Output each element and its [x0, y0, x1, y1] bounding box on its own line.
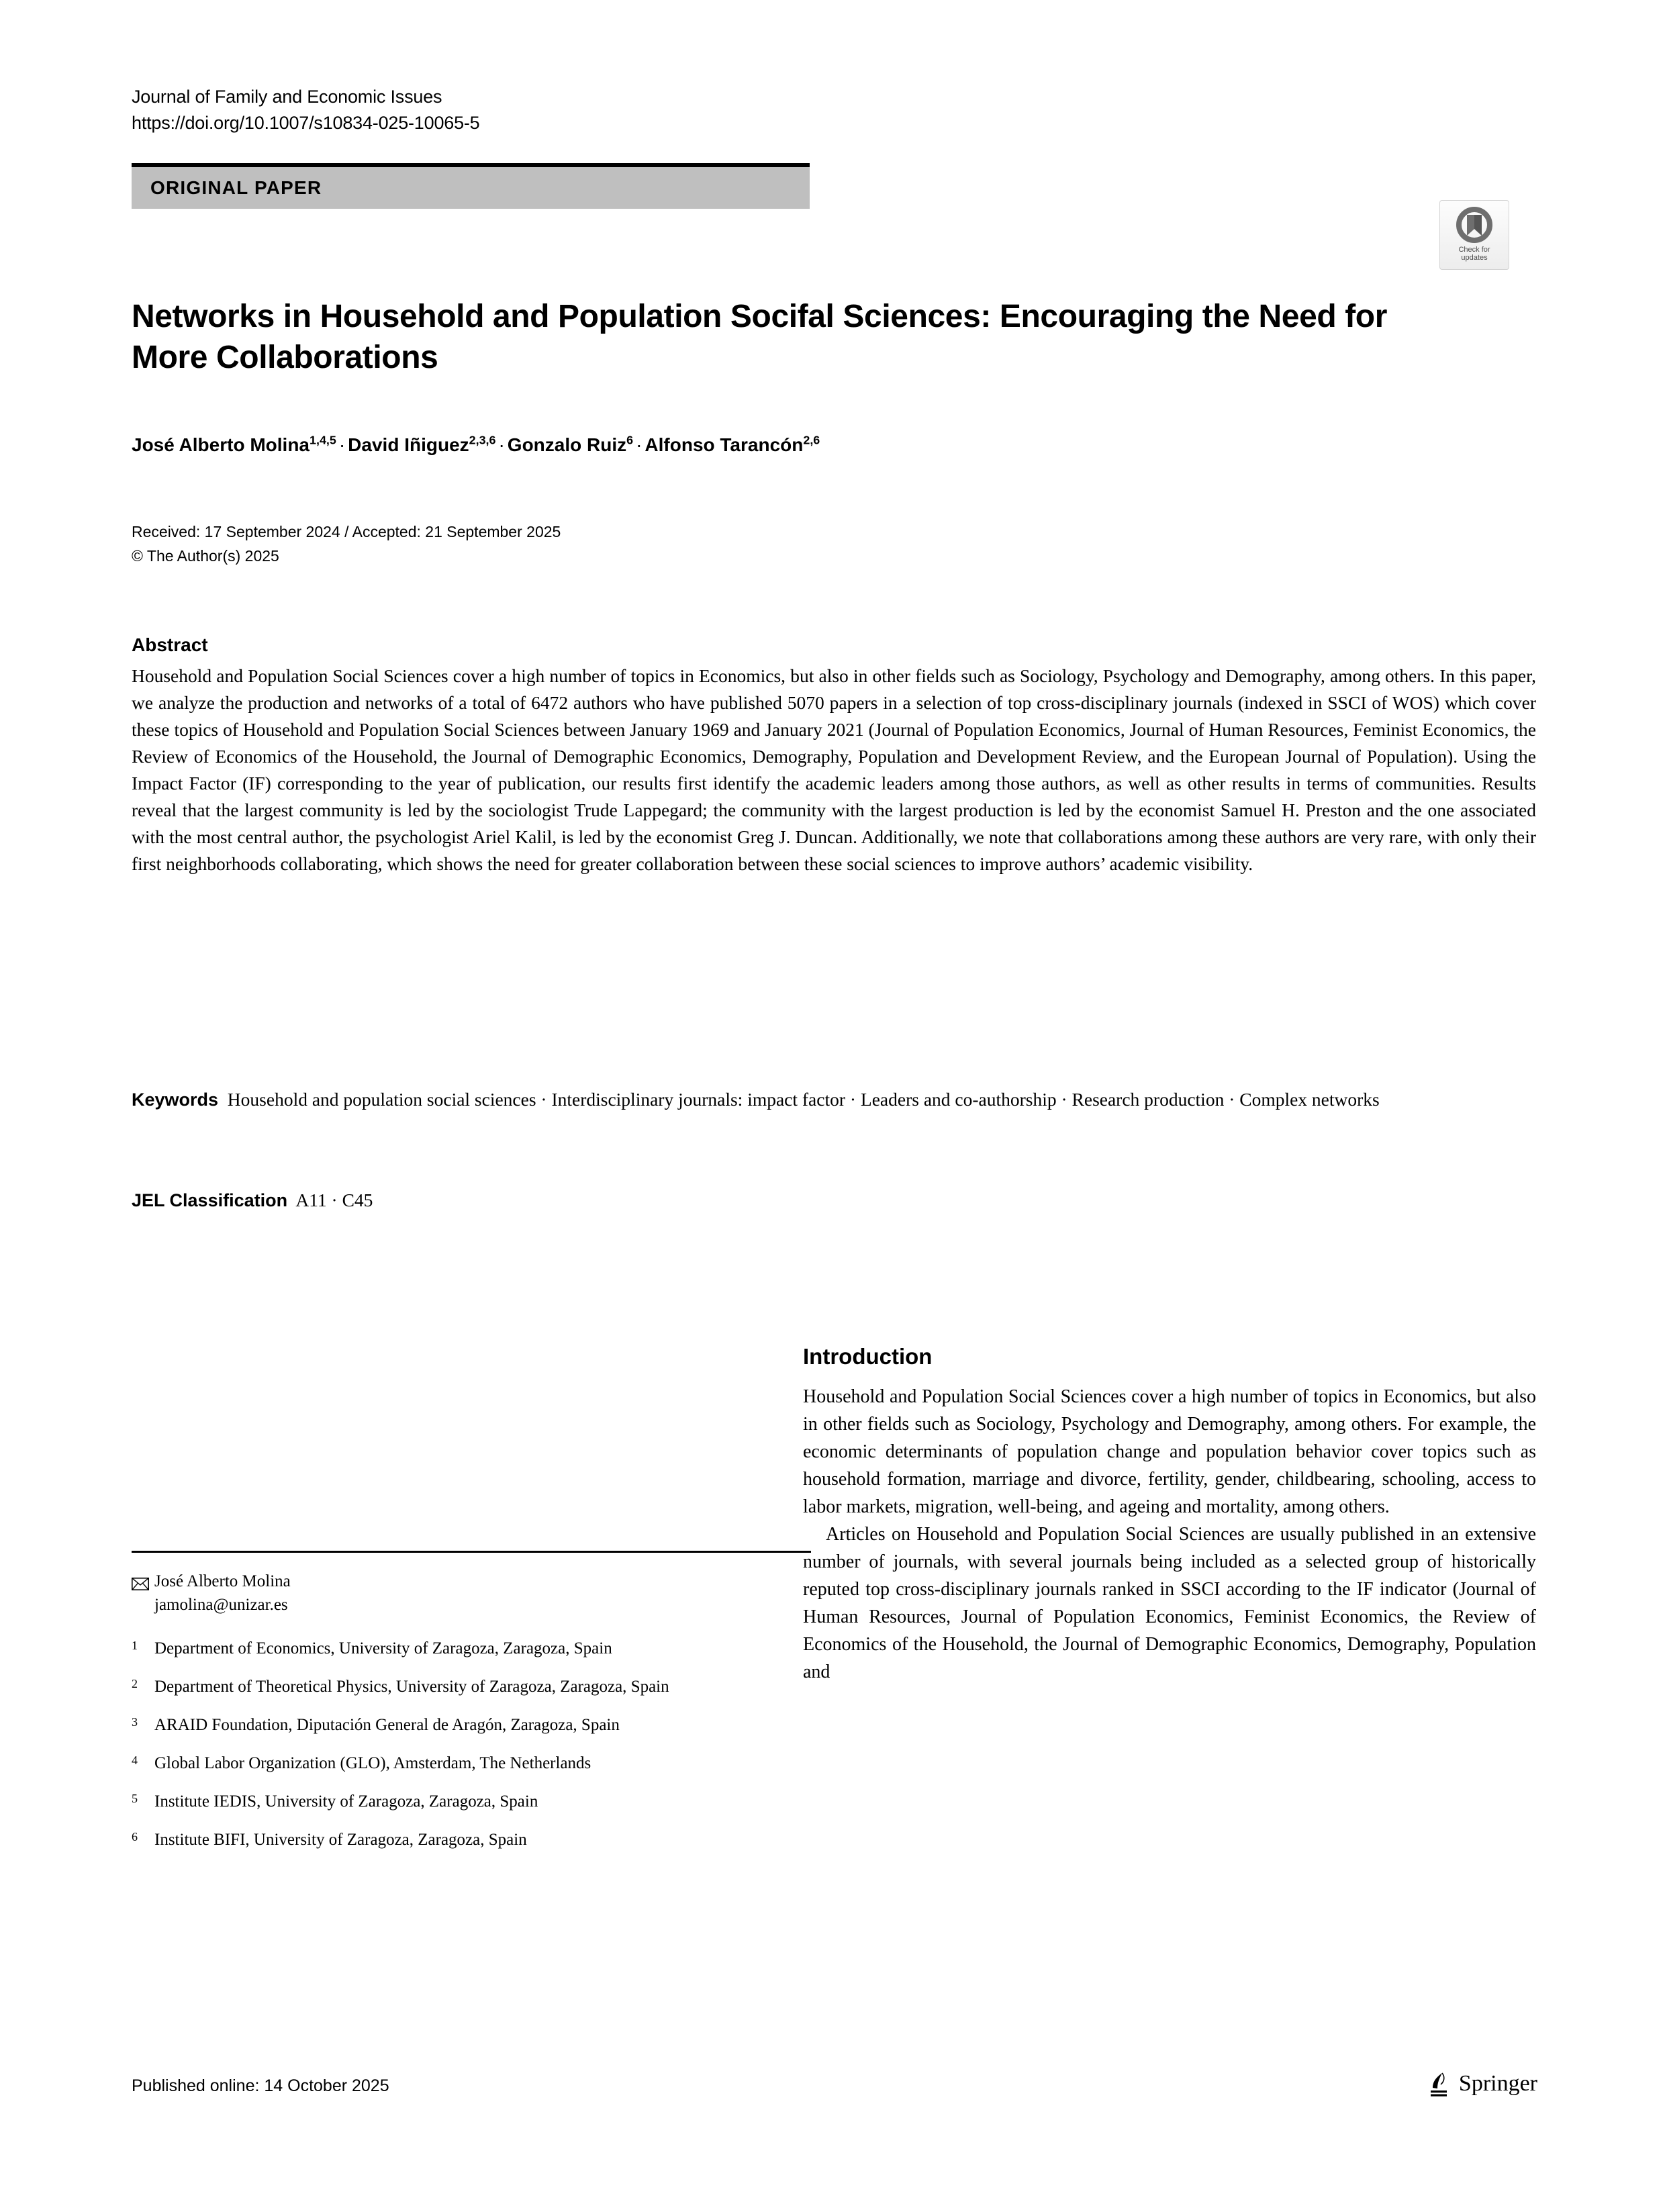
author-name: Alfonso Tarancón — [645, 434, 804, 455]
page-title: Networks in Household and Population Socifal Sciences: Encouraging the Need for More Collaborations — [132, 299, 1388, 375]
affiliation-item — [132, 1637, 811, 1660]
affiliation-item — [132, 1751, 811, 1775]
affiliation-text: Institute IEDIS, University of Zaragoza, Zaragoza, Spain — [154, 1792, 538, 1811]
article-type-label: ORIGINAL PAPER — [150, 177, 322, 198]
affiliation-text: Department of Economics, University of Zaragoza, Zaragoza, Spain — [154, 1639, 612, 1657]
affiliation-item — [132, 1790, 811, 1813]
affiliation-text: ARAID Foundation, Diputación General de Aragón, Zaragoza, Spain — [154, 1716, 620, 1734]
introduction-heading: Introduction — [803, 1344, 933, 1369]
article-type-banner — [132, 167, 810, 209]
author-separator: · — [636, 434, 643, 455]
author-list — [132, 432, 1447, 458]
author-name: David Iñiguez — [348, 434, 469, 455]
author-name: Gonzalo Ruiz — [507, 434, 627, 455]
springer-logo-icon — [1429, 2070, 1452, 2097]
publication-dates — [132, 520, 561, 568]
publisher-logo — [1429, 2070, 1537, 2097]
affiliation-text: Global Labor Organization (GLO), Amsterdam, The Netherlands — [154, 1754, 591, 1772]
keywords-heading: Keywords — [132, 1090, 219, 1110]
journal-header — [132, 84, 480, 136]
corresponding-author — [132, 1570, 811, 1617]
abstract-heading: Abstract — [132, 634, 208, 655]
author-affiliation-marker: 6 — [626, 433, 634, 447]
author-affiliation-marker: 2,6 — [803, 433, 820, 447]
affiliation-item — [132, 1828, 811, 1852]
introduction-body — [803, 1383, 1536, 1686]
crossmark-icon — [1455, 205, 1494, 244]
author-separator: · — [498, 434, 505, 455]
affiliation-text: Department of Theoretical Physics, University of Zaragoza, Zaragoza, Spain — [154, 1678, 669, 1696]
affiliations-block — [132, 1570, 811, 1866]
author-affiliation-marker: 2,3,6 — [469, 433, 496, 447]
affiliation-item — [132, 1675, 811, 1698]
author-separator: · — [338, 434, 346, 455]
jel-codes: A11 · C45 — [295, 1190, 373, 1210]
affiliation-number: 2 — [132, 1677, 138, 1690]
affiliation-number: 5 — [132, 1792, 138, 1805]
doi-link[interactable]: https://doi.org/10.1007/s10834-025-10065-5 — [132, 113, 480, 134]
author-name: José Alberto Molina — [132, 434, 310, 455]
received-accepted-line: Received: 17 September 2024 / Accepted: 21 September 2025 — [132, 523, 561, 540]
crossmark-line2: updates — [1461, 254, 1488, 262]
jel-heading: JEL Classification — [132, 1190, 288, 1210]
crossmark-caption — [1440, 246, 1509, 262]
crossmark-badge[interactable] — [1439, 200, 1509, 270]
keywords-text: Household and population social sciences · Interdisciplinary journals: impact factor · Leaders and co-authorship · Research production · Complex networks — [227, 1089, 1380, 1110]
copyright-line: © The Author(s) 2025 — [132, 546, 279, 565]
journal-name: Journal of Family and Economic Issues — [132, 87, 442, 107]
jel-section — [132, 1190, 373, 1211]
affiliation-item — [132, 1713, 811, 1737]
publisher-name: Springer — [1458, 2071, 1537, 2096]
abstract-text: Household and Population Social Sciences cover a high number of topics in Economics, but also in other fields such as Sociology, Psychology and Demography, among others. In this paper, we analyze the production and networks of a total of 6472 authors who have published 5070 papers in a selection of top cross-disciplinary journals (indexed in SSCI of WOS) which cover these topics of Household and Population Social Sciences between January 1969 and January 2021 (Journal of Population Economics, Journal of Human Resources, Feminist Economics, the Review of Economics of the Household, the Journal of Demographic Economics, Demography, Population and Development Review, and the European Journal of Population). Using the Impact Factor (IF) corresponding to the year of publication, our results first identify the academic leaders among those authors, as well as other results in terms of communities. Results reveal that the largest community is led by the sociologist Trude Lappegard; the community with the largest production is led by the economist Samuel H. Preston and the one associated with the most central author, the psychologist Ariel Kalil, is led by the economist Greg J. Duncan. Additionally, we note that collaborations among these authors are very rare, with only their first neighborhoods collaborating, which shows the need for greater collaboration between these social sciences to improve authors’ academic visibility. — [132, 665, 1536, 874]
published-online: Published online: 14 October 2025 — [132, 2076, 389, 2095]
corresponding-author-email[interactable]: jamolina@unizar.es — [154, 1596, 288, 1614]
introduction-paragraph: Articles on Household and Population Social Sciences are usually published in an extensive number of journals, with several journals being included as a selected group of historically reputed top cross-disciplinary journals ranked in SSCI according to the IF indicator (Journal of Human Resources, Journal of Population Economics, Feminist Economics, the Review of Economics of the Household, the Journal of Demographic Economics, Demography, Population and — [803, 1524, 1536, 1683]
affiliation-number: 4 — [132, 1753, 138, 1767]
envelope-icon — [132, 1570, 154, 1597]
keywords-section — [132, 1086, 1387, 1112]
footnote-separator — [132, 1551, 811, 1553]
affiliation-text: Institute BIFI, University of Zaragoza, Zaragoza, Spain — [154, 1831, 527, 1849]
affiliation-number: 1 — [132, 1639, 138, 1652]
affiliation-number: 6 — [132, 1830, 138, 1843]
corresponding-author-name: José Alberto Molina — [154, 1572, 291, 1590]
affiliation-number: 3 — [132, 1715, 138, 1729]
crossmark-line1: Check for — [1458, 246, 1490, 254]
author-affiliation-marker: 1,4,5 — [310, 433, 336, 447]
introduction-paragraph: Household and Population Social Sciences cover a high number of topics in Economics, but also in other fields such as Sociology, Psychology and Demography, among others. For example, the economic determinants of population change and population behavior cover topics such as household formation, marriage and divorce, fertility, gender, childbearing, schooling, access to labor markets, migration, well-being, and ageing and mortality, among others. — [803, 1386, 1536, 1518]
abstract-section — [132, 634, 1536, 877]
